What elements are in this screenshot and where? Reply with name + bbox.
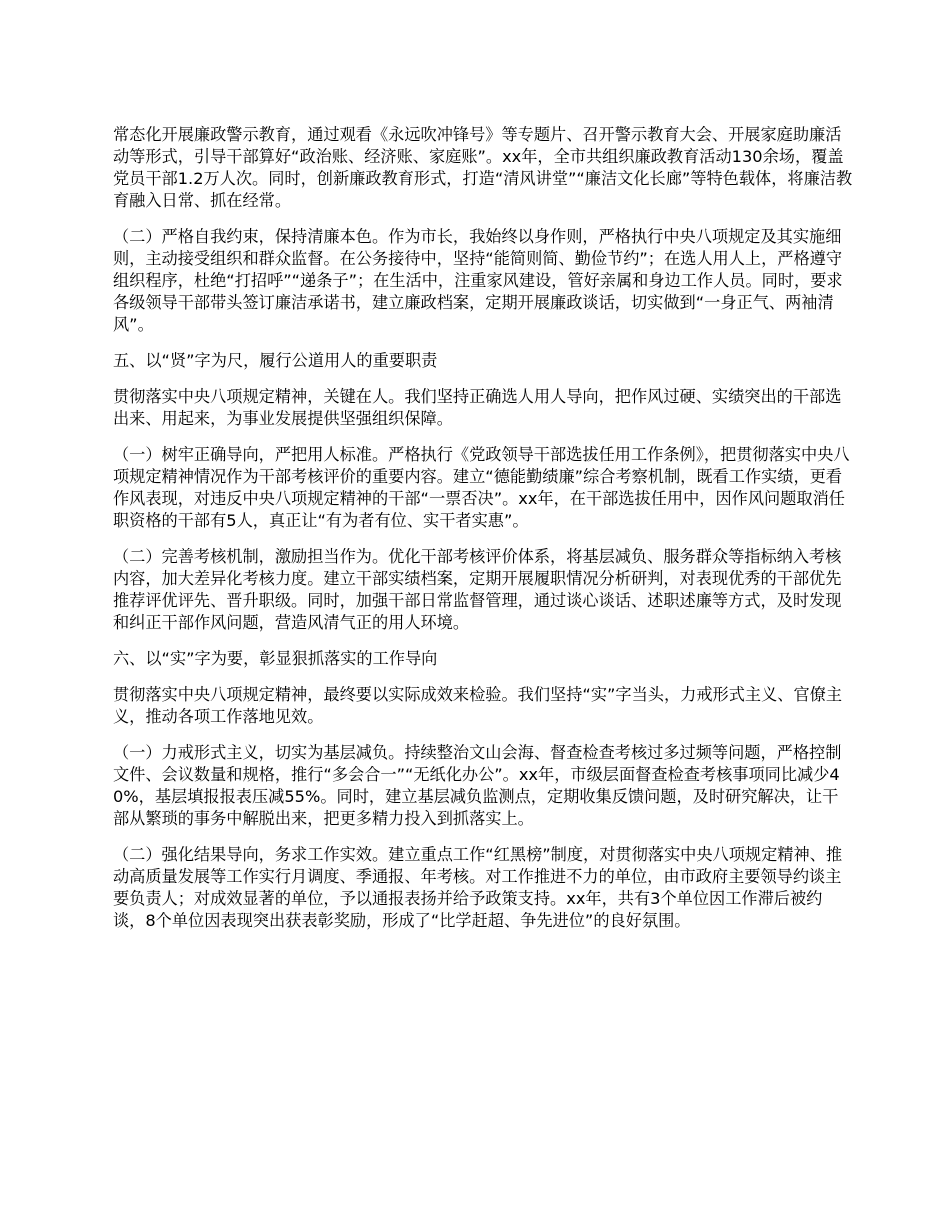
paragraph-self-discipline: （二）严格自我约束，保持清廉本色。作为市长，我始终以身作则，严格执行中央八项规定及其实施细则，主动接受组织和群众监督。在公务接待中，坚持“能简则简、勤俭节约”；在选人用人上，严格遵守组织程序，杜绝“打招呼”“递条子”；在生活中，注重家风建设，管好亲属和身边工作人员。同时，要求各级领导干部带头签订廉洁承诺书，建立廉政档案，定期开展廉政谈话，切实做到“一身正气、两袖清风”。 bbox=[113, 227, 843, 334]
document-page bbox=[113, 124, 853, 946]
section-heading-six: 六、以“实”字为要，彰显狠抓落实的工作导向 bbox=[113, 649, 438, 668]
paragraph-selection-standard: （一）树牢正确导向，严把用人标准。严格执行《党政领导干部选拔任用工作条例》，把贯彻落实中央八项规定精神情况作为干部考核评价的重要内容。建立“德能勤绩廉”综合考察机制，既看工作实绩，更看作风表现，对违反中央八项规定精神的干部“一票否决”。xx年，在干部选拔任用中，因作风问题取消任职资格的干部有5人，真正让“有为者有位、实干者实惠”。 bbox=[113, 445, 850, 530]
paragraph-personnel-intro: 贯彻落实中央八项规定精神，关键在人。我们坚持正确选人用人导向，把作风过硬、实绩突出的干部选出来、用起来，为事业发展提供坚强组织保障。 bbox=[113, 387, 842, 428]
paragraph-implementation-intro: 贯彻落实中央八项规定精神，最终要以实际成效来检验。我们坚持“实”字当头，力戒形式主义、官僚主义，推动各项工作落地见效。 bbox=[113, 685, 843, 726]
paragraph-results-orientation: （二）强化结果导向，务求工作实效。建立重点工作“红黑榜”制度，对贯彻落实中央八项规定精神、推动高质量发展等工作实行月调度、季通报、年考核。对工作推进不力的单位，由市政府主要领导约谈主要负责人；对成效显著的单位，予以通报表扬并给予政策支持。xx年，共有3个单位因工作滞后被约谈，8个单位因表现突出获表彰奖励，形成了“比学赶超、争先进位”的良好氛围。 bbox=[113, 845, 843, 930]
section-heading-five: 五、以“贤”字为尺，履行公道用人的重要职责 bbox=[113, 351, 438, 370]
paragraph-assessment-mechanism: （二）完善考核机制，激励担当作为。优化干部考核评价体系，将基层减负、服务群众等指标纳入考核内容，加大差异化考核力度。建立干部实绩档案，定期开展履职情况分析研判，对表现优秀的干部优先推荐评优评先、晋升职级。同时，加强干部日常监督管理，通过谈心谈话、述职述廉等方式，及时发现和纠正干部作风问题，营造风清气正的用人环境。 bbox=[113, 547, 842, 632]
paragraph-reduce-formalism: （一）力戒形式主义，切实为基层减负。持续整治文山会海、督查检查考核过多过频等问题，严格控制文件、会议数量和规格，推行“多会合一”“无纸化办公”。xx年，市级层面督查检查考核事项同比减少40%，基层填报报表压减55%。同时，建立基层减负监测点，定期收集反馈问题，及时研究解决，让干部从繁琐的事务中解脱出来，把更多精力投入到抓落实上。 bbox=[113, 743, 842, 828]
paragraph-education: 常态化开展廉政警示教育，通过观看《永远吹冲锋号》等专题片、召开警示教育大会、开展家庭助廉活动等形式，引导干部算好“政治账、经济账、家庭账”。xx年，全市共组织廉政教育活动130余场，覆盖党员干部1.2万人次。同时，创新廉政教育形式，打造“清风讲堂”“廉洁文化长廊”等特色载体，将廉洁教育融入日常、抓在经常。 bbox=[113, 125, 853, 210]
